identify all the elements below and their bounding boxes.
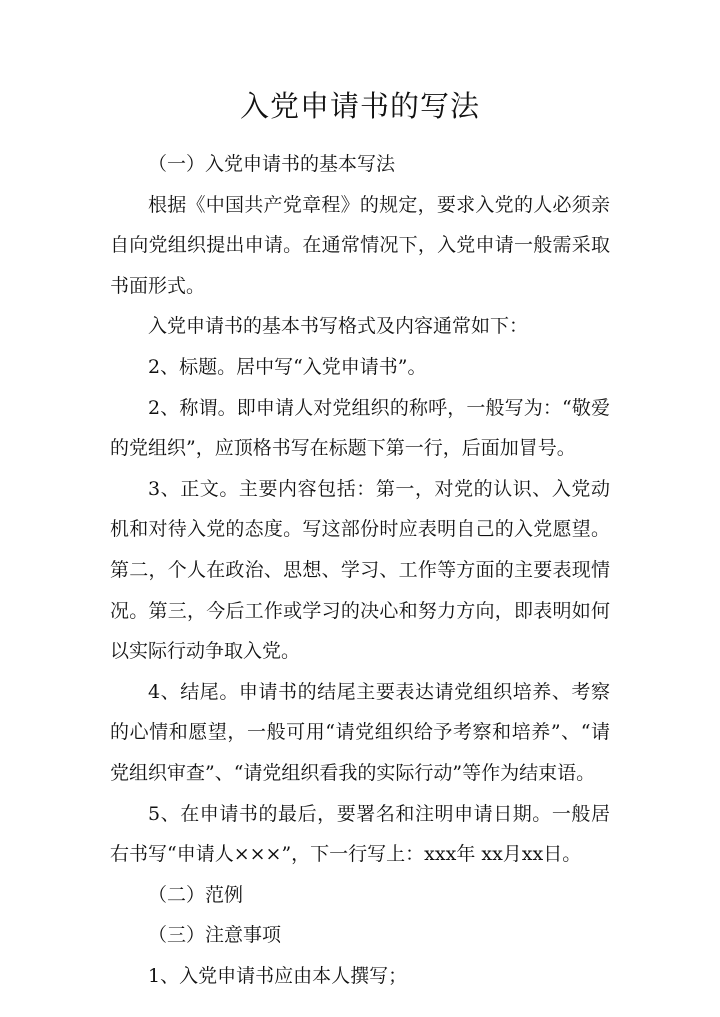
note-item-self-written: 1、入党申请书应由本人撰写； [148, 964, 408, 987]
section-heading-example: （二）范例 [148, 883, 244, 906]
paragraph-format-intro: 入党申请书的基本书写格式及内容通常如下： [148, 315, 529, 338]
list-item-signature-date: 5、在申请书的最后，要署名和注明申请日期。一般居右书写“申请人×××”，下一行写上：xxx年 xx月xx日。 [110, 802, 610, 866]
list-item-body-text: 3、正文。主要内容包括：第一，对党的认识、入党动机和对待入党的态度。写这部份时应表明自己的入党愿望。第二，个人在政治、思想、学习、工作等方面的主要表现情况。第三，今后工作或学习的决心和努力方向，即表明如何以实际行动争取入党。 [110, 477, 610, 663]
section-heading-basic-format: （一）入党申请书的基本写法 [148, 153, 396, 175]
paragraph-charter-requirement: 根据《中国共产党章程》的规定，要求入党的人必须亲自向党组织提出申请。在通常情况下，入党申请一般需采取书面形式。 [110, 193, 610, 297]
section-heading-notes: （三）注意事项 [148, 924, 282, 947]
document-body [110, 144, 610, 996]
list-item-closing: 4、结尾。申请书的结尾主要表达请党组织培养、考察的心情和愿望，一般可用“请党组织给予考察和培养”、“请党组织审查”、“请党组织看我的实际行动”等作为结束语。 [110, 680, 610, 784]
list-item-salutation: 2、称谓。即申请人对党组织的称呼，一般写为：“敬爱的党组织”，应顶格书写在标题下第一行，后面加冒号。 [110, 396, 610, 460]
list-item-title: 2、标题。居中写“入党申请书”。 [148, 355, 427, 378]
document-title: 入党申请书的写法 [239, 89, 480, 123]
